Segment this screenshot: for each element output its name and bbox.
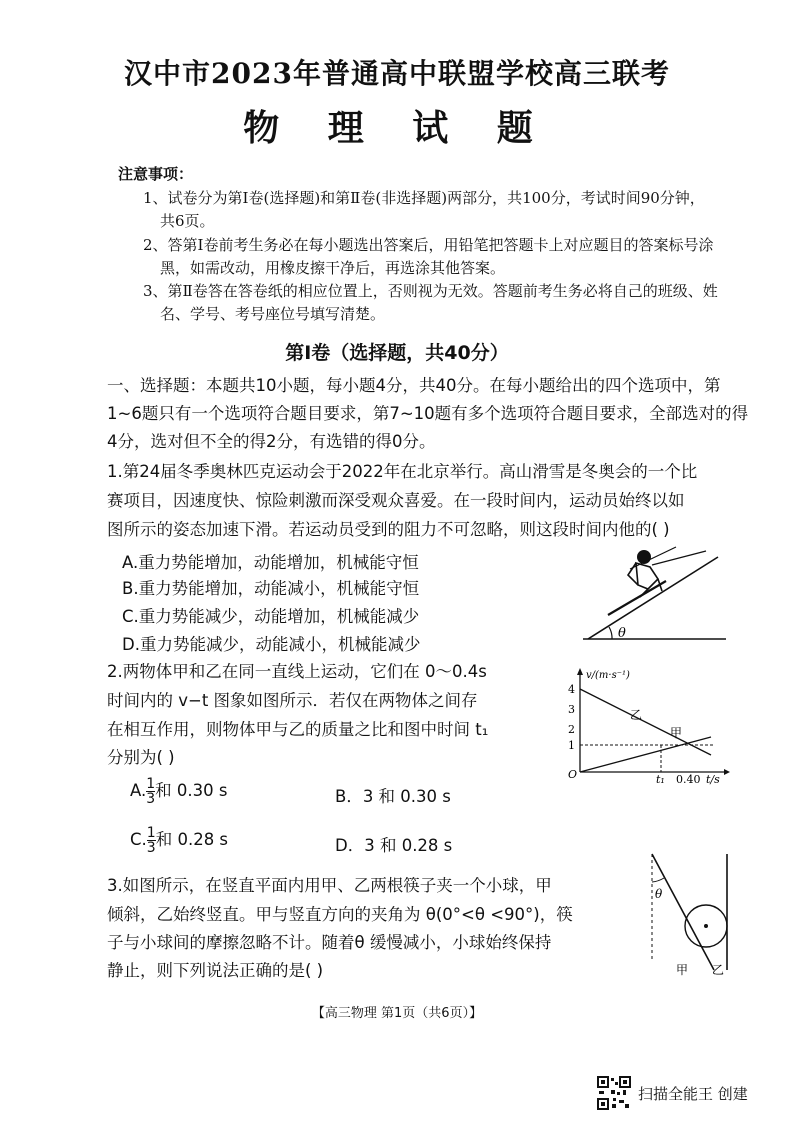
qr-code-icon (597, 1076, 631, 1110)
q2-option-c: C. $\frac{1}{3}$ 和 0.28 s (130, 825, 229, 856)
q1-text: 图所示的姿态加速下滑。若运动员受到的阻力不可忽略，则这段时间内他的( ) (107, 520, 670, 539)
subject-title: 物 理 试 题 (243, 107, 551, 149)
angle-arc (609, 627, 612, 639)
instruction-line: 一、选择题：本题共10小题，每小题4分，共40分。在每小题给出的四个选项中，第 (107, 376, 721, 395)
q1-option-a: A.重力势能增加，动能增加，机械能守恒 (122, 553, 419, 572)
t1-label: t₁ (656, 773, 665, 785)
label-yi: 乙 (712, 963, 725, 977)
q1-option-c: C.重力势能减少，动能增加，机械能减少 (122, 607, 420, 626)
q1-option-b: B.重力势能增加，动能减小，机械能守恒 (122, 579, 420, 598)
theta-label: θ (618, 626, 626, 641)
tick-label: 1 (568, 739, 575, 752)
theta-label: θ (655, 887, 663, 901)
tick-label: 2 (568, 723, 575, 736)
chopsticks-figure (640, 852, 740, 980)
v-axis-label: v/(m·s⁻¹) (586, 670, 630, 681)
q2-text: 2.两物体甲和乙在同一直线上运动，它们在 0～0.4s (107, 662, 487, 681)
note-line: 2、答第Ⅰ卷前考生务必在每小题选出答案后，用铅笔把答题卡上对应题目的答案标号涂 (143, 236, 714, 254)
note-line: 名、学号、考号座位号填写清楚。 (160, 305, 386, 323)
ball-center (704, 924, 708, 928)
tick-label: 4 (568, 683, 575, 696)
label-yi: 乙 (630, 708, 643, 722)
q2-text: 分别为( ) (107, 748, 175, 767)
t-end-label: 0.40 (676, 773, 701, 785)
q1-option-d: D.重力势能减少，动能减小，机械能减少 (122, 635, 421, 654)
note-line: 1、试卷分为第Ⅰ卷(选择题)和第Ⅱ卷(非选择题)两部分，共100分，考试时间90分钟， (143, 189, 705, 207)
q1-text: 赛项目，因速度快、惊险刺激而深受观众喜爱。在一段时间内，运动员始终以如 (107, 491, 685, 510)
q3-text: 子与小球间的摩擦忽略不计。随着θ 缓慢减小，小球始终保持 (107, 933, 552, 952)
q2-option-d: D．3 和 0.28 s (335, 836, 453, 855)
notes-heading: 注意事项： (118, 165, 194, 183)
scanner-watermark: 扫描全能王 创建 (638, 1085, 748, 1103)
slope-line (588, 557, 718, 639)
q2-text: 时间内的 v−t 图象如图所示．若仅在两物体之间存 (107, 691, 478, 710)
q2-option-a: A. $\frac{1}{3}$ 和 0.30 s (130, 776, 228, 807)
instruction-line: 1~6题只有一个选项符合题目要求，第7~10题有多个选项符合题目要求，全部选对的得 (107, 404, 749, 423)
q1-text: 1.第24届冬季奥林匹克运动会于2022年在北京举行。高山滑雪是冬奥会的一个比 (107, 462, 698, 481)
exam-title: 汉中市2023年普通高中联盟学校高三联考 (124, 57, 670, 90)
q2-option-b: B．3 和 0.30 s (335, 787, 451, 806)
q3-text: 静止，则下列说法正确的是( ) (107, 961, 324, 980)
origin-label: O (568, 768, 578, 781)
q3-text: 3.如图所示，在竖直平面内用甲、乙两根筷子夹一个小球，甲 (107, 876, 552, 895)
line-jia (580, 737, 711, 772)
note-line: 3、第Ⅱ卷答在答卷纸的相应位置上，否则视为无效。答题前考生务必将自己的班级、姓 (143, 282, 718, 300)
vt-graph (556, 665, 731, 785)
label-jia: 甲 (670, 726, 683, 740)
page-footer: 【高三物理 第1页（共6页）】 (311, 1006, 483, 1021)
instruction-line: 4分，选对但不全的得2分，有选错的得0分。 (107, 432, 436, 451)
chopstick-jia (652, 854, 714, 970)
note-line: 黑，如需改动，用橡皮擦干净后，再选涂其他答案。 (160, 259, 506, 277)
t-axis-label: t/s (706, 773, 720, 785)
skier-figure (578, 545, 728, 645)
v-axis-arrow (577, 668, 583, 675)
t-axis-arrow (724, 769, 730, 775)
q2-text: 在相互作用，则物体甲与乙的质量之比和图中时间 t₁ (107, 720, 489, 739)
q3-text: 倾斜，乙始终竖直。甲与竖直方向的夹角为 θ(0°<θ <90°)，筷 (107, 905, 573, 924)
tick-label: 3 (568, 703, 575, 716)
label-jia: 甲 (676, 963, 689, 977)
theta-arc (652, 878, 664, 882)
skier-icon (608, 547, 706, 615)
note-line: 共6页。 (160, 212, 215, 230)
section-title: 第Ⅰ卷（选择题，共40分） (285, 342, 509, 364)
